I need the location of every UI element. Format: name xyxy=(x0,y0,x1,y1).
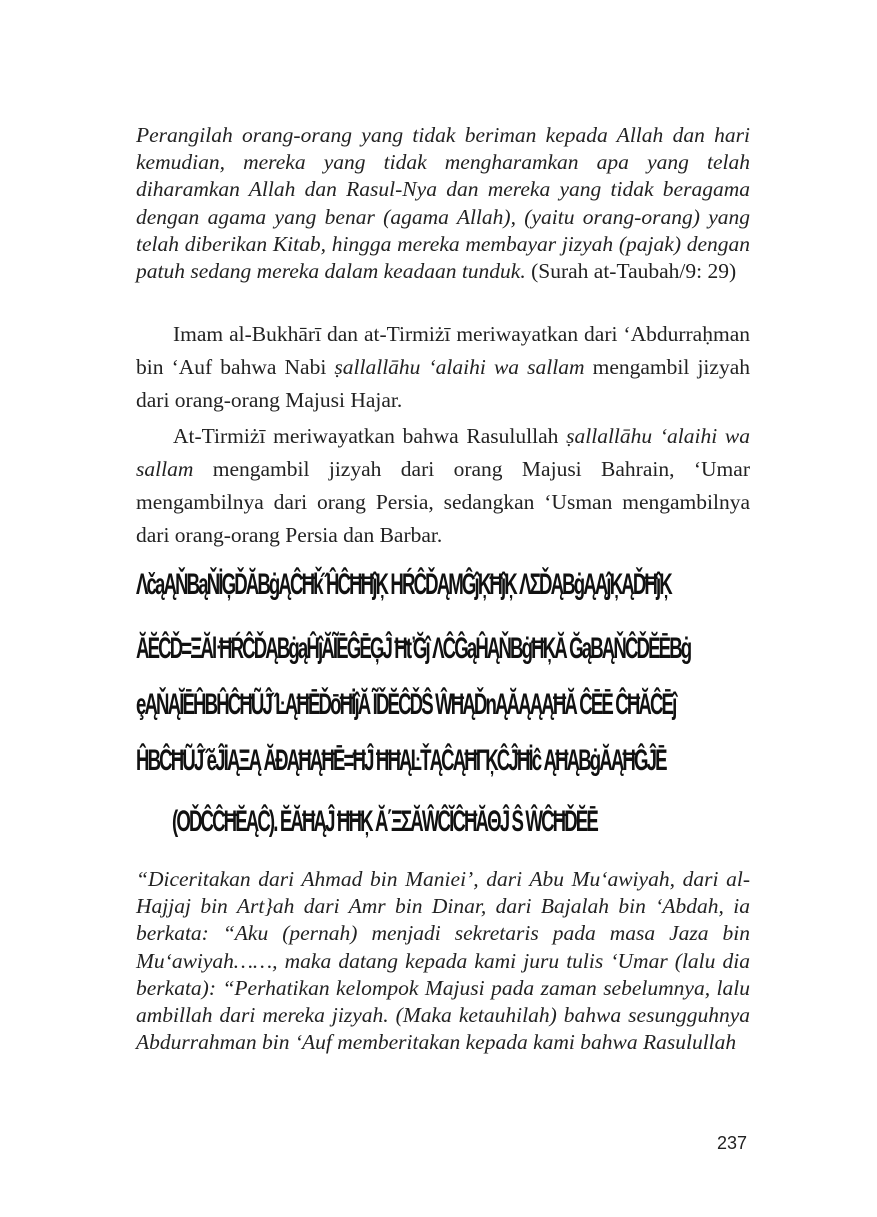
salutation-italic: ṣallallāhu ‘alaihi wa sallam xyxy=(136,424,750,481)
paragraph-tirmidhi xyxy=(136,420,750,552)
salutation-italic: ṣallallāhu ‘alaihi wa sallam xyxy=(334,355,585,379)
hadith-translation-quote: “Diceritakan dari Ahmad bin Maniei’, dari Abu Mu‘awiyah, dari al-Hajjaj bin Art}ah dari Amr bin Dinar, dari Bajalah bin ‘Abdah, ia berkata: “Aku (pernah) menjadi sekretaris pada masa Jaza bin Mu‘awiyah……, maka datang kepada kami juru tulis ‘Umar (lalu dia berkata): “Perhatikan kelompok Majusi pada zaman sebelumnya, lalu ambillah dari mereka jizyah. (Maka ketauhilah) bahwa sesungguhnya Abdurrahman bin ‘Auf memberitakan kepada kami bahwa Rasulullah xyxy=(136,867,750,1055)
quote-reference: (Surah at-Taubah/9: 29) xyxy=(525,259,737,284)
paragraph-text-b: mengambil jizyah dari orang Majusi Bahrain, ‘Umar mengambilnya dari orang Persia, sedangkan ‘Usman mengambilnya dari orang-orang Persia dan Barbar. xyxy=(136,457,750,547)
paragraph-text-a: Imam al-Bukhārī dan at-Tirmiżī meriwayatkan dari ‘Abdurraḥman bin ‘Auf bahwa Nabi xyxy=(136,322,750,379)
paragraph-text-b: mengambil jizyah dari orang-orang Majusi Hajar. xyxy=(136,355,750,412)
arabic-text-line: (ΟĎĈĈĦĔĄĈ). ĔĂĦĄĴ ĦĦĶ Ă΄ΞΣĂŴĈĬĈĦĂΘĴ Ŝ ŴĈĦĎĔĒ xyxy=(172,805,597,838)
arabic-text-line: ĤBĈĦŨĴ˝ĕĴİĄΞĄ ĂĐĄĦĄĦĒ=ĦĴ ĦĦĄĿŤĄĈĄĦΓĶĈĴĦİĉ ĄĦĄBġĂĄĦĜĴĒ xyxy=(136,744,666,777)
arabic-text-line: ȩĄŇĄĬĒĤBĤĈĦŨĴ˝ĿĄĦĒĎōĦİĵĂ ĨĎĔĈĎŜ ŴĦĄĎnĄĂĄĄĄĦĂ ĈĒĒ ĈĦĂĈĒĵ xyxy=(136,688,676,721)
paragraph-bukhari xyxy=(136,318,750,417)
page-number: 237 xyxy=(716,1133,747,1153)
paragraph-text-a: At-Tirmiżī meriwayatkan bahwa Rasulullah xyxy=(173,424,567,448)
quran-translation-quote xyxy=(136,122,750,285)
arabic-text-line: ΛčąĄŇBąŇİĢĎĂBġĄĈĦǩ˝ĤĈĦĦĵĶ HŔĈĎĄMĜĵĶĦĵĶ ΛΣĎĄBġĄĄĵĶĄĎĦĵĶ xyxy=(136,568,671,601)
quote-text: Perangilah orang-orang yang tidak beriman kepada Allah dan hari kemudian, mereka yang tidak mengharamkan apa yang telah diharamkan Allah dan Rasul-Nya dan mereka yang tidak beragama dengan agama yang benar (agama Allah), (yaitu orang-orang) yang telah diberikan Kitab, hingga mereka membayar jizyah (pajak) dengan patuh sedang mereka dalam keadaan tunduk. xyxy=(136,123,750,284)
arabic-text-line: ĂĔĈĎ=ΞĂŀĦŔĈĎĄBġąĤĵĂĨĒĜĒĢĴ ĦťĞĵ ΛĈĜąĤĄŇBġĦĶĂ ĞąBĄŇĈĎĔĒBġ xyxy=(136,632,691,665)
